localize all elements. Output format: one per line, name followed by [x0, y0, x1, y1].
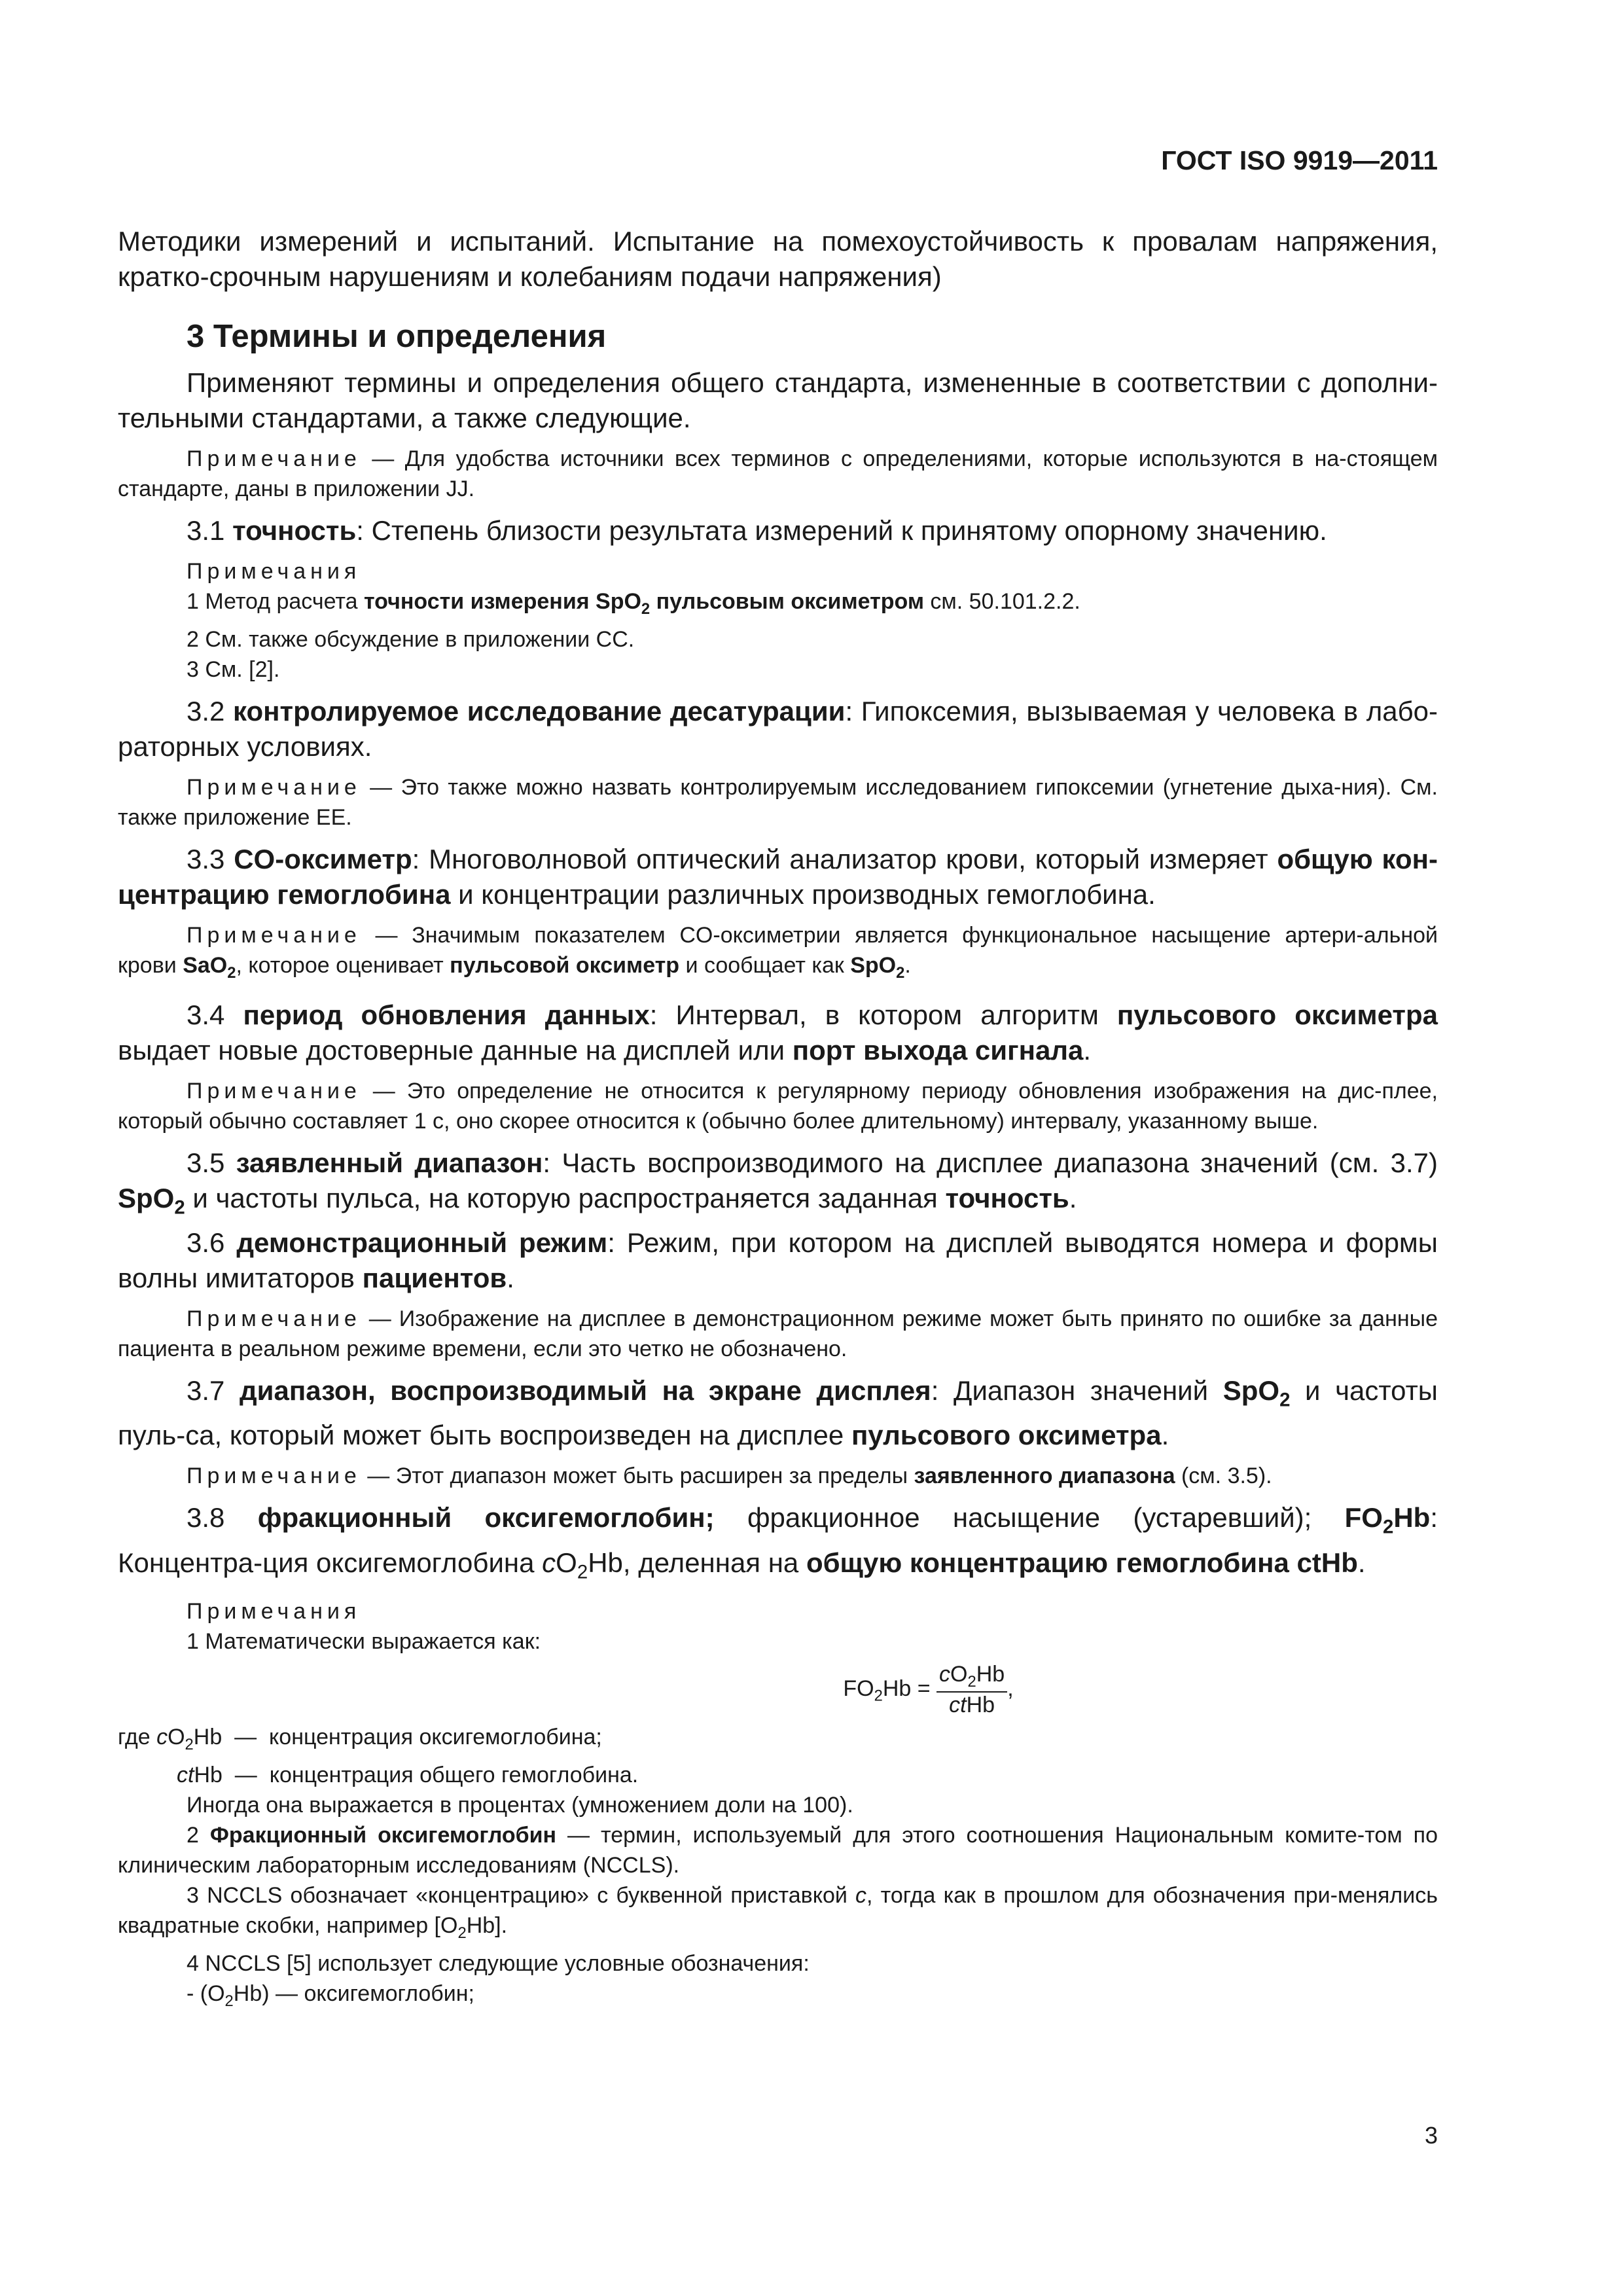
term-title: контролируемое исследование десатурации — [233, 695, 846, 726]
section-lead-note: Примечание — Для удобства источники всех терминов с определениями, которые используются в на-стоящем стандарте, даны в приложении JJ. — [118, 446, 1438, 501]
section-lead: Применяют термины и определения общего стандарта, измененные в соответствии с дополни-тельными стандартами, а также следующие. — [118, 367, 1438, 433]
note-3-8-4-item: - $(O_2Hb)$ — оксигемоглобин; — [187, 1981, 474, 2010]
note-3-8-2: 2 Фракционный оксигемоглобин — термин, используемый для этого соотношения Национальным комите-том по клиническим лабораторным исследованиям (NCCLS). — [118, 1822, 1438, 1878]
notes-label: Примечания — [187, 1599, 361, 1624]
section-title: 3 Термины и определения — [187, 319, 607, 354]
intro-paragraph: Методики измерений и испытаний. Испытание на помехоустойчивость к провалам напряжения, кратко-срочным нарушениям и колебаниям подачи напряжения) — [118, 226, 1438, 292]
term-3-8: 3.8 фракционный оксигемоглобин; фракционное насыщение (устаревший); $FO_2Hb$: Концентра-ция оксигемоглобина $cO_2Hb$, деленная на общую концентрацию гемоглобина ctHb. — [118, 1502, 1438, 1583]
note-3-1-3: 3 См. [2]. — [187, 656, 280, 682]
note-3-1-1: 1 Метод расчета точности измерения SpO$_2$ пульсовым оксиметром см. 50.101.2.2. — [187, 589, 1080, 618]
term-3-1: 3.1 точность: Степень близости результата измерений к принятому опорному значению. — [187, 515, 1327, 546]
term-3-2: 3.2 контролируемое исследование десатурации: Гипоксемия, вызываемая у человека в лабо-раторных условиях. — [118, 695, 1438, 762]
note-3-6: Примечание — Изображение на дисплее в демонстрационном режиме может быть принято по ошибке за данные пациента в реальном режиме времени, если это четко не обозначено. — [118, 1306, 1438, 1361]
note-3-7: Примечание — Этот диапазон может быть расширен за пределы заявленного диапазона (см. 3.5). — [187, 1463, 1272, 1489]
term-3-5: 3.5 заявленный диапазон: Часть воспроизводимого на дисплее диапазона значений (см. 3.7) SpO$_2$ и частоты пульса, на которую распространяется заданная точность. — [118, 1147, 1438, 1218]
notes-label: Примечания — [187, 559, 361, 584]
formula-fraction: $\frac{cO_2Hb}{\text{ctHb}}$ — [936, 1662, 1007, 1718]
note-3-1-2: 2 См. также обсуждение в приложении CC. — [187, 626, 635, 652]
formula-where-1: где $cO_2Hb$ — концентрация оксигемоглобина; — [118, 1724, 602, 1753]
term-title: заявленный диапазон — [236, 1147, 543, 1178]
formula-percent-note: Иногда она выражается в процентах (умножением доли на 100). — [187, 1792, 853, 1818]
term-title: период обновления данных — [243, 999, 650, 1030]
note-3-2: Примечание — Это также можно назвать контролируемым исследованием гипоксемии (угнетение дыха-ния). См. также приложение EE. — [118, 774, 1438, 830]
note-3-4: Примечание — Это определение не относится к регулярному периоду обновления изображения на дис-плее, который обычно составляет 1 с, оно скорее относится к (обычно более длительному) интервалу, указанному выше. — [118, 1078, 1438, 1134]
term-title: фракционный оксигемоглобин; — [257, 1502, 715, 1534]
note-3-8-4: 4 NCCLS [5] использует следующие условные обозначения: — [187, 1950, 810, 1976]
term-3-4: 3.4 период обновления данных: Интервал, в котором алгоритм пульсового оксиметра выдает новые достоверные данные на дисплей или порт выхода сигнала. — [118, 999, 1438, 1066]
term-title: CO-оксиметр — [234, 843, 412, 874]
term-3-3: 3.3 CO-оксиметр: Многоволновой оптический анализатор крови, который измеряет общую кон-центрацию гемоглобина и концентрации различных производных гемоглобина. — [118, 843, 1438, 910]
formula-where-2: ctHb — концентрация общего гемоглобина. — [177, 1762, 639, 1787]
term-title: диапазон, воспроизводимый на экране дисплея — [240, 1374, 931, 1406]
note-3-8-1: 1 Математически выражается как: — [187, 1629, 541, 1655]
term-3-6: 3.6 демонстрационный режим: Режим, при котором на дисплей выводятся номера и формы волны имитаторов пациентов. — [118, 1227, 1438, 1293]
note-3-3: Примечание — Значимым показателем CO-оксиметрии является функциональное насыщение артери-альной крови SaO$_2$, которое оценивает пульсовой оксиметр и сообщает как SpO$_2$. — [118, 922, 1438, 982]
formula-fo2hb: $FO_2Hb$ = $\frac{cO_2Hb}{\text{ctHb}}$ , — [843, 1662, 1014, 1717]
term-title: демонстрационный режим — [236, 1227, 608, 1258]
page-number: 3 — [1424, 2122, 1438, 2149]
term-3-7: 3.7 диапазон, воспроизводимый на экране дисплея: Диапазон значений SpO$_2$ и частоты пуль-са, который может быть воспроизведен на дисплее пульсового оксиметра. — [118, 1374, 1438, 1451]
page-body — [118, 224, 1438, 2016]
note-3-8-3: 3 NCCLS обозначает «концентрацию» с буквенной приставкой c, тогда как в прошлом для обозначения при-менялись квадратные скобки, например $[O_2Hb]$. — [118, 1882, 1438, 1942]
note-label: Примечание — [187, 446, 361, 471]
term-title: точность — [232, 515, 357, 546]
document-code: ГОСТ ISO 9919—2011 — [1161, 145, 1438, 175]
